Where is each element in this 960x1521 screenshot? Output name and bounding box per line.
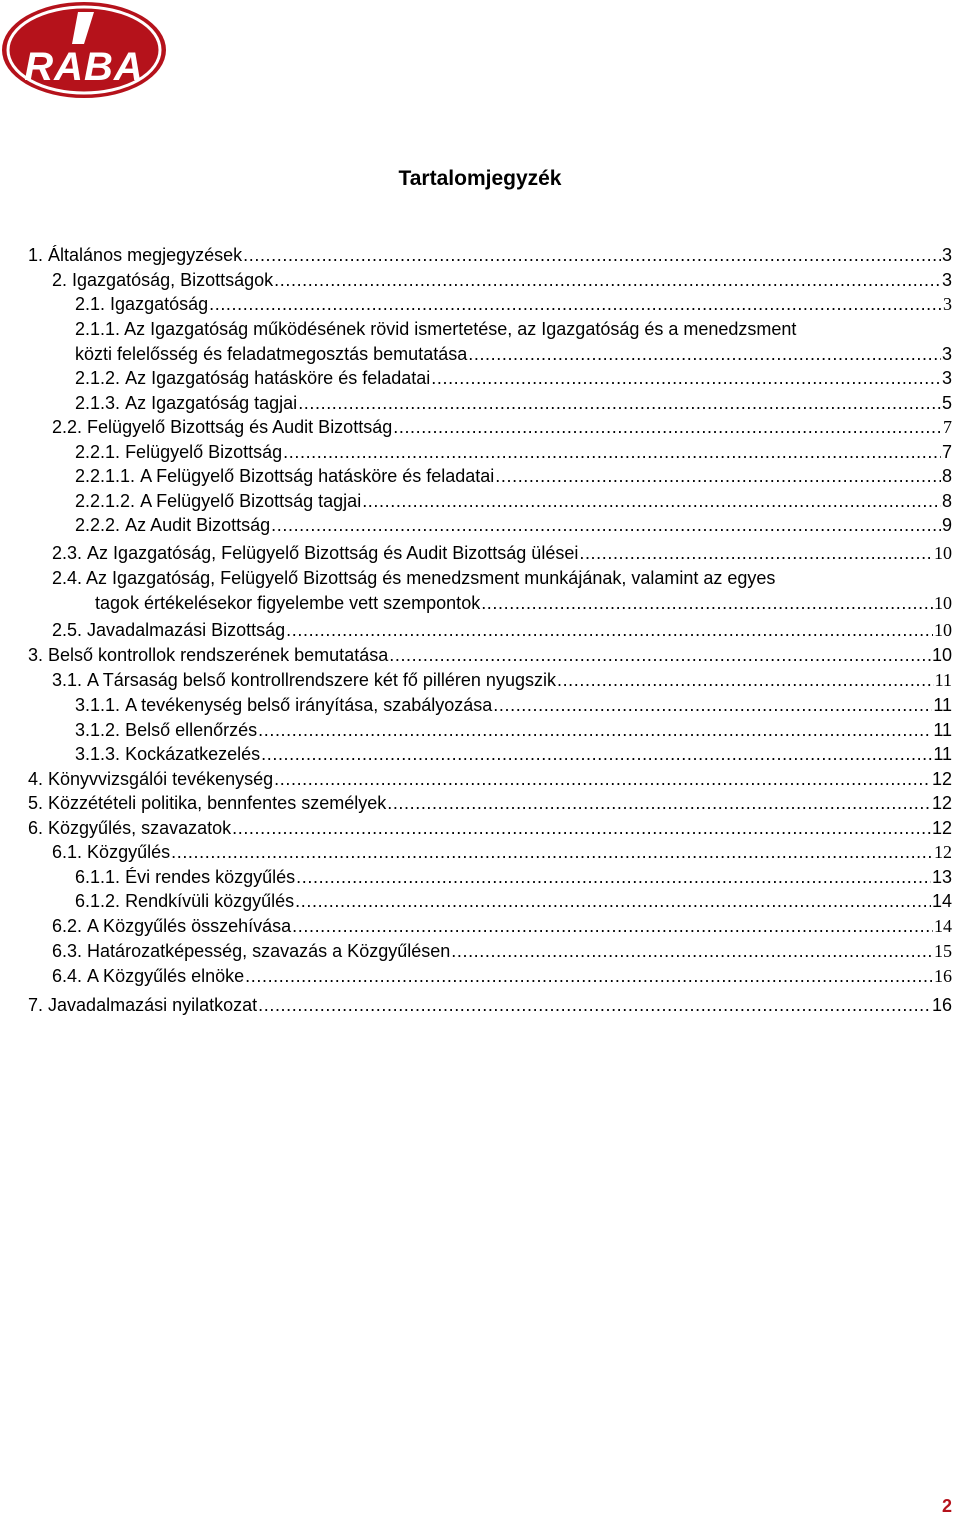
- toc-entry-page: 11: [933, 695, 952, 715]
- toc-entry-page: 3: [941, 245, 952, 265]
- toc-entry-title: Közgyűlés: [87, 842, 171, 862]
- toc-entry-number: 6.: [28, 817, 44, 838]
- toc-dot-leader: [295, 889, 931, 914]
- page-number: 2: [941, 1496, 952, 1516]
- toc-entry-page: 8: [941, 490, 952, 511]
- toc-dot-leader: [261, 742, 932, 767]
- toc-entry-page: 7: [941, 441, 952, 462]
- toc-dot-leader: [283, 440, 941, 465]
- toc-entry-number: 1.: [28, 245, 44, 265]
- toc-entry-number: 6.3.: [52, 941, 83, 961]
- toc-entry[interactable]: [75, 464, 952, 489]
- toc-dot-leader: [274, 767, 931, 792]
- toc-entry[interactable]: [75, 391, 952, 416]
- toc-entry-title: Könyvvizsgálói tevékenység: [48, 768, 274, 789]
- toc-entry-number: 2.5.: [52, 620, 83, 640]
- toc-entry-title: Belső ellenőrzés: [125, 719, 258, 740]
- toc-entry-page: 11: [933, 744, 952, 764]
- toc-entry-title: Felügyelő Bizottság: [125, 441, 283, 462]
- toc-dot-leader: [258, 718, 932, 743]
- toc-dot-leader: [292, 914, 933, 939]
- toc-entry-title: A Felügyelő Bizottság hatásköre és feladatai: [140, 466, 495, 486]
- toc-entry-number: 2.2.1.2.: [75, 490, 136, 511]
- toc-entry-page: 14: [931, 891, 952, 911]
- toc-entry-page: 12: [931, 793, 952, 813]
- toc-entry-page: 3: [941, 343, 952, 364]
- toc-entry[interactable]: [52, 541, 952, 566]
- toc-entry[interactable]: [28, 243, 952, 268]
- toc-entry-number: 2.2.2.: [75, 515, 121, 535]
- toc-entry-number: 2.2.: [52, 417, 83, 437]
- toc-entry[interactable]: [52, 618, 952, 643]
- toc-entry-page: 12: [931, 768, 952, 789]
- toc-dot-leader: [431, 366, 941, 391]
- toc-entry-title: Kockázatkezelés: [125, 744, 261, 764]
- toc-entry-page: 16: [931, 995, 952, 1015]
- toc-entry-title: Közzétételi politika, bennfentes személyek: [48, 793, 387, 813]
- toc-entry-page: 11: [933, 719, 952, 740]
- toc-entry-page: 8: [941, 466, 952, 486]
- toc-entry-title: Az Igazgatóság, Felügyelő Bizottság és Audit Bizottság ülései: [87, 543, 579, 563]
- toc-entry-number: 5.: [28, 793, 44, 813]
- toc-entry-number: 6.4.: [52, 966, 83, 986]
- toc-dot-leader: [579, 541, 933, 566]
- toc-entry-page: 5: [941, 392, 952, 413]
- toc-entry-number: 6.1.: [52, 842, 83, 862]
- toc-entry[interactable]: [28, 816, 952, 841]
- toc-dot-leader: [451, 939, 933, 964]
- toc-entry[interactable]: [75, 489, 952, 514]
- toc-entry-number: 2.1.1.: [75, 319, 121, 339]
- toc-entry-page: 9: [941, 515, 952, 535]
- toc-dot-leader: [557, 668, 934, 693]
- toc-entry-title: Felügyelő Bizottság és Audit Bizottság: [87, 417, 393, 437]
- toc-entry-title: Az Igazgatóság tagjai: [125, 392, 298, 413]
- toc-entry[interactable]: [52, 268, 952, 293]
- toc-entry-page: 10: [934, 620, 952, 640]
- toc-dot-leader: [274, 268, 941, 293]
- toc-dot-leader: [209, 292, 942, 317]
- toc-dot-leader: [389, 643, 931, 668]
- toc-entry[interactable]: [28, 993, 952, 1018]
- toc-dot-leader: [232, 816, 931, 841]
- toc-entry-number: 2.1.3.: [75, 392, 121, 413]
- toc-entry-title: A tevékenység belső irányítása, szabályozása: [125, 695, 493, 715]
- toc-entry[interactable]: [75, 292, 952, 317]
- toc-dot-leader: [258, 993, 931, 1018]
- raba-logo: [0, 0, 168, 100]
- toc-entry[interactable]: [75, 366, 952, 391]
- toc-entry-page: 13: [931, 866, 952, 887]
- toc-entry-page: 7: [943, 417, 952, 437]
- toc-entry-title: Rendkívüli közgyűlés: [125, 891, 295, 911]
- toc-entry-page: 16: [934, 966, 952, 986]
- toc-entry-title: Határozatképesség, szavazás a Közgyűlésen: [87, 941, 451, 961]
- toc-entry-title: A Közgyűlés összehívása: [87, 916, 292, 936]
- toc-entry-page: 15: [934, 941, 952, 961]
- toc-entry[interactable]: [52, 914, 952, 939]
- toc-entry-title: Az Igazgatóság működésének rövid ismertetése, az Igazgatóság és a menedzsment: [124, 319, 797, 339]
- toc-entry-number: 4.: [28, 768, 44, 789]
- toc-entry[interactable]: [52, 566, 952, 615]
- toc-entry[interactable]: [75, 440, 952, 465]
- toc-entry[interactable]: [52, 415, 952, 440]
- toc-entry-page: 3: [943, 294, 952, 314]
- toc-entry-title: Az Audit Bizottság: [125, 515, 271, 535]
- toc-entry-title: Az Igazgatóság, Felügyelő Bizottság és menedzsment munkájának, valamint az egyes: [86, 568, 776, 588]
- page-title: Tartalomjegyzék: [398, 167, 562, 190]
- toc-entry-number: 3.1.1.: [75, 695, 121, 715]
- toc-entry[interactable]: [28, 643, 952, 668]
- toc-entry[interactable]: [28, 791, 952, 816]
- toc-entry-title: Évi rendes közgyűlés: [125, 866, 296, 887]
- toc-entry-title: A Társaság belső kontrollrendszere két fő pilléren nyugszik: [87, 670, 556, 690]
- toc-dot-leader: [245, 964, 933, 989]
- toc-dot-leader: [243, 243, 941, 268]
- toc-entry-number: 6.1.2.: [75, 891, 121, 911]
- toc-dot-leader: [171, 840, 933, 865]
- toc-entry-page: 10: [934, 543, 952, 563]
- toc-entry-page: 10: [934, 592, 952, 613]
- svg-text:RABA: RABA: [24, 45, 144, 89]
- toc-entry-title: A Közgyűlés elnöke: [87, 966, 245, 986]
- toc-entry-number: 2.2.1.: [75, 441, 121, 462]
- toc-entry[interactable]: [75, 742, 952, 767]
- toc-entry-title: Igazgatóság, Bizottságok: [72, 269, 274, 290]
- toc-entry-number: 3.1.3.: [75, 744, 121, 764]
- toc-dot-leader: [393, 415, 942, 440]
- toc-dot-leader: [387, 791, 931, 816]
- toc-entry-title: A Felügyelő Bizottság tagjai: [140, 490, 362, 511]
- toc-entry-number: 6.1.1.: [75, 866, 121, 887]
- toc-entry-number: 2.1.: [75, 294, 106, 314]
- toc-entry-title: Az Igazgatóság hatásköre és feladatai: [125, 368, 431, 388]
- toc-entry-number: 7.: [28, 995, 44, 1015]
- toc-entry-number: 3.1.: [52, 670, 83, 690]
- toc-entry[interactable]: [28, 767, 952, 792]
- toc-entry-number: 3.: [28, 644, 44, 665]
- toc-entry-page: 3: [941, 269, 952, 290]
- toc-entry[interactable]: [75, 513, 952, 538]
- toc-entry-title-cont: közti felelősség és feladatmegosztás bemutatása: [75, 343, 468, 364]
- toc-entry-title: Javadalmazási nyilatkozat: [48, 995, 258, 1015]
- toc-entry[interactable]: [75, 718, 952, 743]
- toc-entry-number: 6.2.: [52, 916, 83, 936]
- toc-entry-number: 2.1.2.: [75, 368, 121, 388]
- toc-entry-number: 2.3.: [52, 543, 83, 563]
- toc-entry-page: 12: [934, 842, 952, 862]
- toc-entry[interactable]: [75, 889, 952, 914]
- toc-entry-title: Általános megjegyzések: [48, 245, 243, 265]
- toc-entry-number: 2.2.1.1.: [75, 466, 136, 486]
- toc-entry-title: Közgyűlés, szavazatok: [48, 817, 232, 838]
- toc-entry[interactable]: [75, 865, 952, 890]
- toc-entry[interactable]: [75, 693, 952, 718]
- toc-entry-page: 12: [931, 817, 952, 838]
- toc-entry-title: Belső kontrollok rendszerének bemutatása: [48, 644, 389, 665]
- toc-dot-leader: [362, 489, 941, 514]
- toc-entry[interactable]: [75, 317, 952, 366]
- toc-entry-page: 3: [941, 368, 952, 388]
- toc-dot-leader: [481, 591, 933, 616]
- toc-entry-number: 2.: [52, 269, 68, 290]
- toc-entry-page: 14: [934, 916, 952, 936]
- toc-entry-number: 3.1.2.: [75, 719, 121, 740]
- toc-dot-leader: [468, 342, 941, 367]
- toc-entry-title: Javadalmazási Bizottság: [87, 620, 286, 640]
- toc-entry-page: 10: [931, 644, 952, 665]
- toc-entry[interactable]: [52, 939, 952, 964]
- toc-dot-leader: [286, 618, 933, 643]
- toc-dot-leader: [271, 513, 941, 538]
- toc-entry[interactable]: [52, 840, 952, 865]
- toc-dot-leader: [298, 391, 941, 416]
- toc-entry[interactable]: [52, 964, 952, 989]
- toc-entry[interactable]: [52, 668, 952, 693]
- toc-entry-page: 11: [934, 670, 952, 690]
- toc-entry-title-cont: tagok értékelésekor figyelembe vett szempontok: [95, 592, 481, 613]
- toc-dot-leader: [495, 464, 941, 489]
- toc-dot-leader: [493, 693, 932, 718]
- toc-entry-title: Igazgatóság: [110, 294, 209, 314]
- toc-dot-leader: [296, 865, 931, 890]
- toc-entry-number: 2.4.: [52, 568, 83, 588]
